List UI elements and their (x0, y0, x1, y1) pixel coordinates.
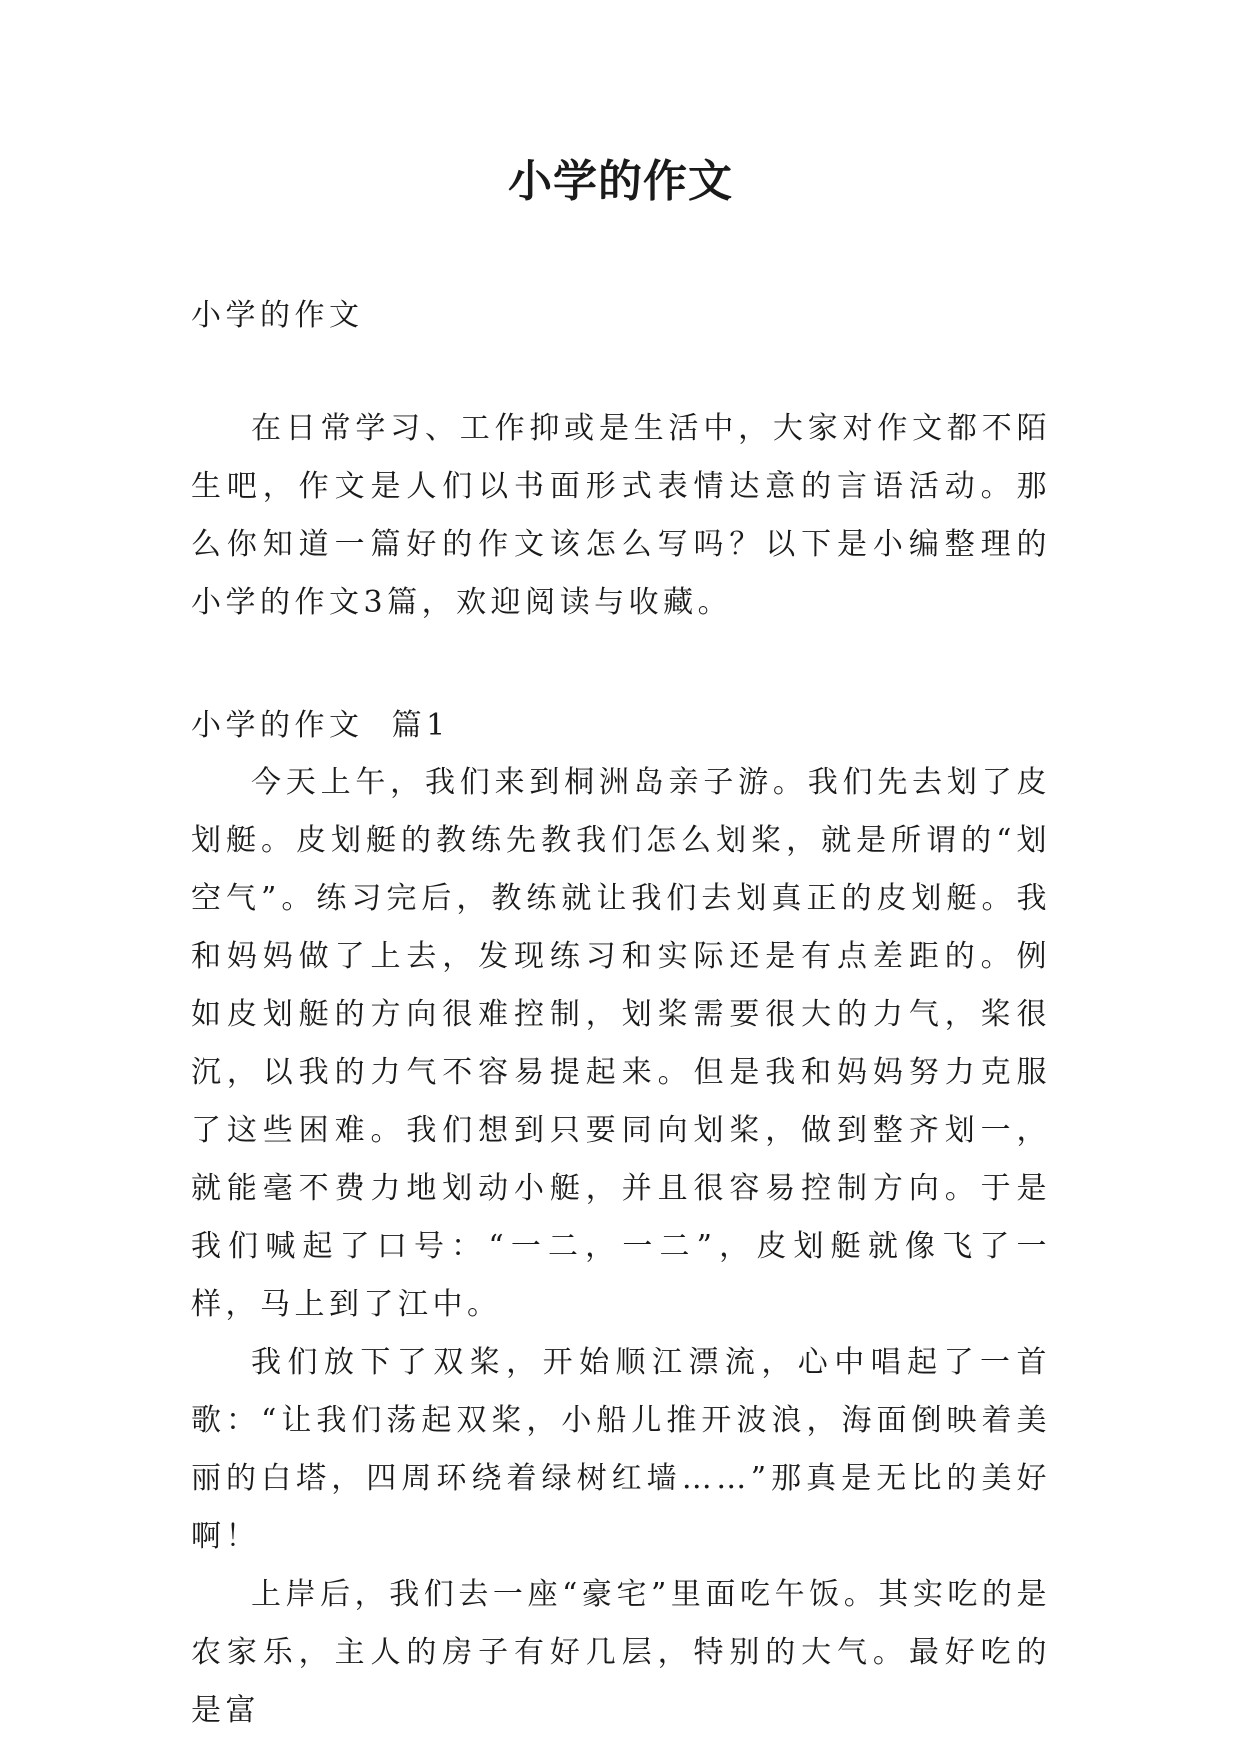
article-paragraph-2: 我们放下了双桨，开始顺江漂流，心中唱起了一首歌：“让我们荡起双桨，小船儿推开波浪，海面倒映着美丽的白塔，四周环绕着绿树红墙……”那真是无比的美好啊！ (191, 1345, 1051, 1554)
section-heading: 小学的作文 篇1 (191, 708, 450, 743)
intro-paragraph: 在日常学习、工作抑或是生活中，大家对作文都不陌生吧，作文是人们以书面形式表情达意的言语活动。那么你知道一篇好的作文该怎么写吗？以下是小编整理的小学的作文3篇，欢迎阅读与收藏。 (191, 411, 1051, 620)
document-title: 小学的作文 (508, 156, 733, 207)
article-paragraph-1: 今天上午，我们来到桐洲岛亲子游。我们先去划了皮划艇。皮划艇的教练先教我们怎么划桨，就是所谓的“划空气”。练习完后，教练就让我们去划真正的皮划艇。我和妈妈做了上去，发现练习和实际还是有点差距的。例如皮划艇的方向很难控制，划桨需要很大的力气，桨很沉，以我的力气不容易提起来。但是我和妈妈努力克服了这些困难。我们想到只要同向划桨，做到整齐划一，就能毫不费力地划动小艇，并且很容易控制方向。于是我们喊起了口号：“一二，一二”，皮划艇就像飞了一样，马上到了江中。 (191, 765, 1051, 1322)
article-paragraph-3: 上岸后，我们去一座“豪宅”里面吃午饭。其实吃的是农家乐，主人的房子有好几层，特别的大气。最好吃的是富 (191, 1577, 1051, 1728)
article-body (191, 754, 1051, 1740)
document-subtitle: 小学的作文 (191, 298, 364, 333)
